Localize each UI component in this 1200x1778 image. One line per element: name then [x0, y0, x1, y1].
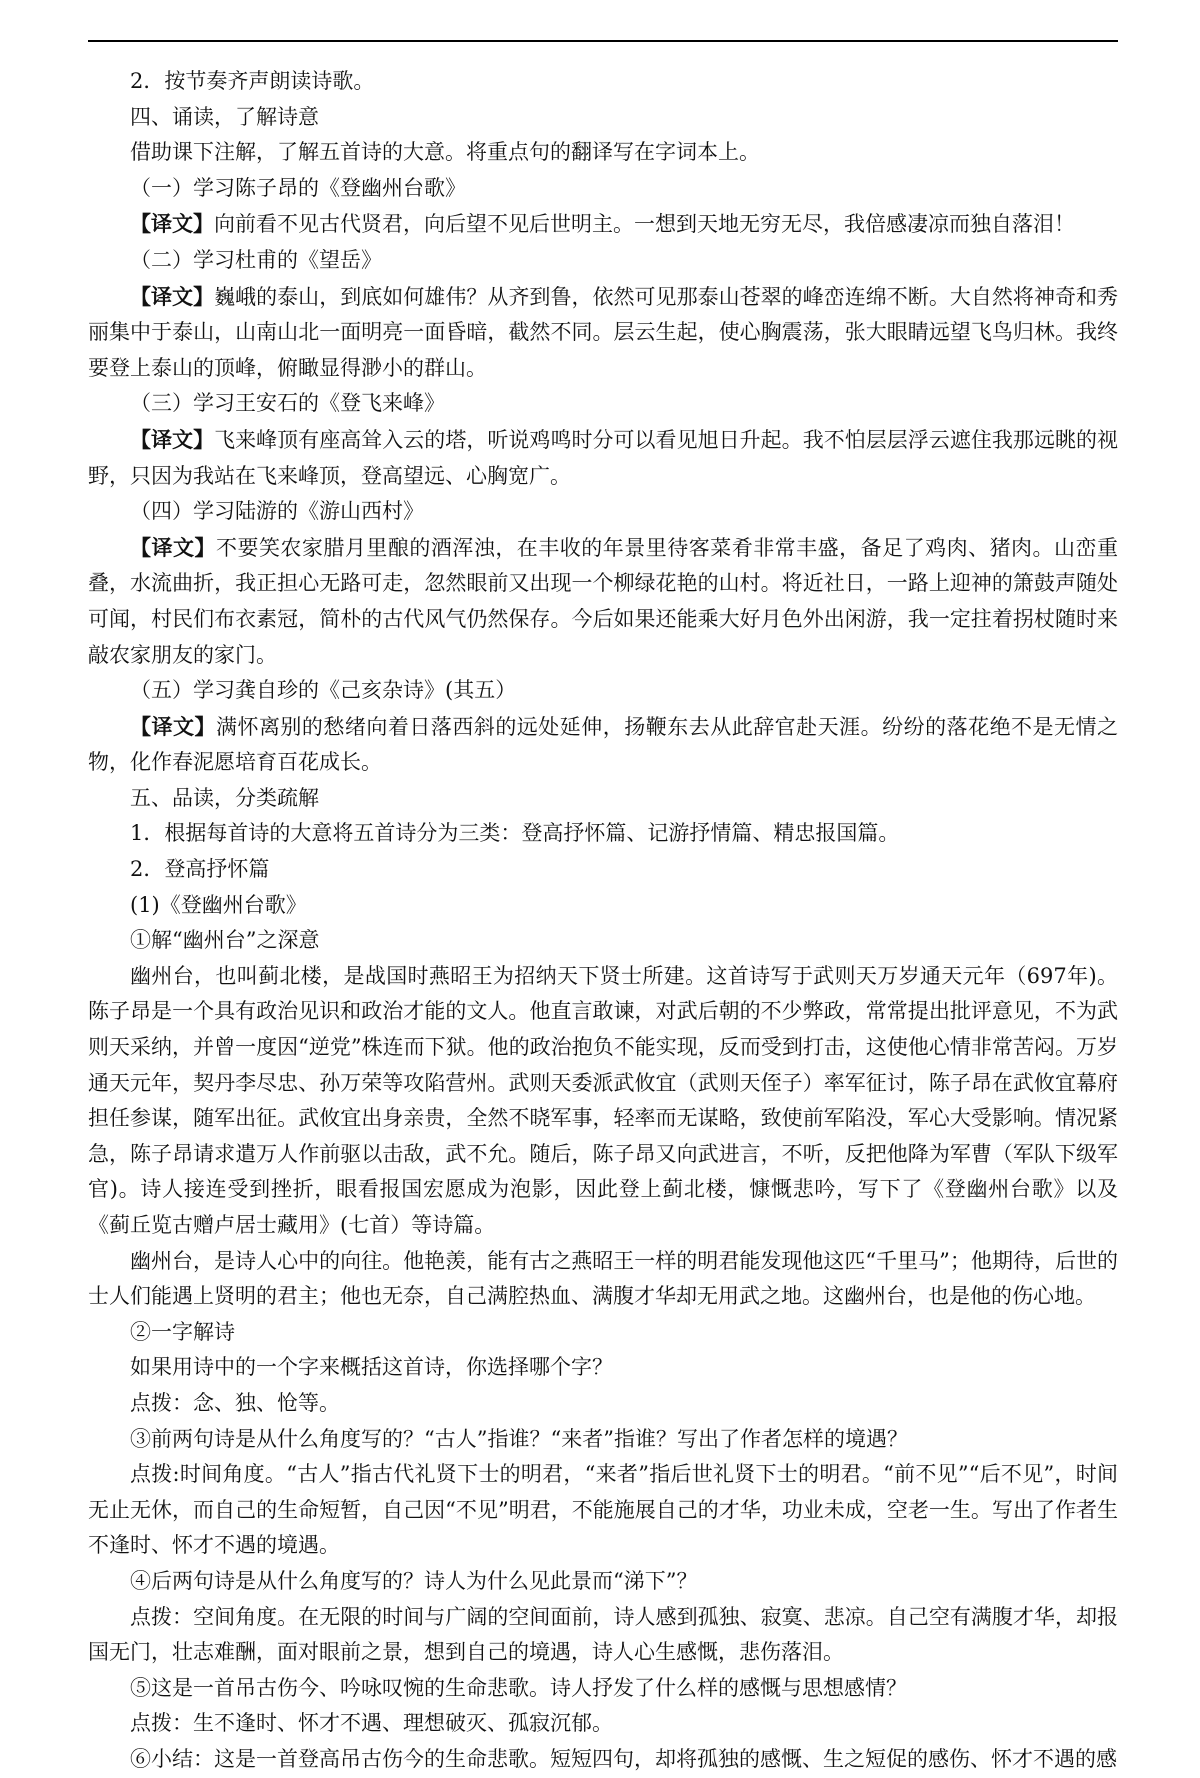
paragraph: 如果用诗中的一个字来概括这首诗，你选择哪个字？	[130, 1355, 613, 1380]
document-body	[88, 64, 1118, 1778]
section-heading: 四、诵读，了解诗意	[130, 104, 319, 129]
paragraph: 点拨：念、独、怆等。	[130, 1390, 340, 1415]
translation-tag: 【译文】	[130, 283, 215, 309]
paragraph: 点拨：生不逢时、怀才不遇、理想破灭、孤寂沉郁。	[130, 1711, 613, 1736]
paragraph: ②一字解诗	[130, 1319, 235, 1344]
translation-paragraph: 【译文】向前看不见古代贤君，向后望不见后世明主。一想到天地无穷无尽，我倍感凄凉而独自落泪！	[130, 211, 1075, 237]
paragraph: ⑥小结：这是一首登高吊古伤今的生命悲歌。短短四句，却将孤独的感慨、生之短促的感伤、怀才不遇的感	[130, 1746, 1117, 1771]
translation-paragraph: 【译文】满怀离别的愁绪向着日落西斜的远处延伸，扬鞭东去从此辞官赴天涯。纷纷的落花绝不是无情之物，化作春泥愿培育百花成长。	[88, 713, 1119, 775]
paragraph: 点拨：空间角度。在无限的时间与广阔的空间面前，诗人感到孤独、寂寞、悲凉。自己空有满腹才华，却报国无门，壮志难酬，面对眼前之景，想到自己的境遇，诗人心生感慨，悲伤落泪。	[88, 1604, 1118, 1665]
paragraph: ①解“幽州台”之深意	[130, 928, 320, 953]
translation-paragraph: 【译文】飞来峰顶有座高耸入云的塔，听说鸡鸣时分可以看见旭日升起。我不怕层层浮云遮住我那远眺的视野，只因为我站在飞来峰顶，登高望远、心胸宽广。	[88, 426, 1119, 488]
paragraph: (1)《登幽州台歌》	[130, 892, 307, 917]
paragraph: 1．根据每首诗的大意将五首诗分为三类：登高抒怀篇、记游抒情篇、精忠报国篇。	[130, 821, 900, 846]
paragraph: 借助课下注解，了解五首诗的大意。将重点句的翻译写在字词本上。	[130, 140, 760, 165]
subsection-heading: （五）学习龚自珍的《己亥杂诗》(其五）	[130, 678, 517, 703]
subsection-heading: （四）学习陆游的《游山西村》	[130, 499, 424, 524]
paragraph: 幽州台，是诗人心中的向往。他艳羡，能有古之燕昭王一样的明君能发现他这匹“千里马”；他期待，后世的士人们能遇上贤明的君主；他也无奈，自己满腔热血、满腹才华却无用武之地。这幽州台，也是他的伤心地。	[88, 1248, 1118, 1309]
translation-tag: 【译文】	[130, 211, 214, 237]
paragraph: 点拨:时间角度。“古人”指古代礼贤下士的明君，“来者”指后世礼贤下士的明君。“前不见”“后不见”，时间无止无休，而自己的生命短暂，自己因“不见”明君，不能施展自己的才华，功业未成，空老一生。写出了作者生不逢时、怀才不遇的境遇。	[88, 1462, 1118, 1558]
paragraph: 2．按节奏齐声朗读诗歌。	[130, 69, 375, 93]
paragraph: ⑤这是一首吊古伤今、吟咏叹惋的生命悲歌。诗人抒发了什么样的感慨与思想感情？	[130, 1675, 907, 1700]
paragraph: 2．登高抒怀篇	[130, 857, 270, 882]
paragraph: ③前两句诗是从什么角度写的？“古人”指谁？“来者”指谁？写出了作者怎样的境遇？	[130, 1426, 908, 1451]
paragraph: ④后两句诗是从什么角度写的？诗人为什么见此景而“涕下”？	[130, 1568, 698, 1593]
translation-tag: 【译文】	[130, 713, 216, 739]
translation-tag: 【译文】	[130, 534, 216, 560]
subsection-heading: （一）学习陈子昂的《登幽州台歌》	[130, 175, 466, 200]
translation-paragraph: 【译文】巍峨的泰山，到底如何雄伟？从齐到鲁，依然可见那泰山苍翠的峰峦连绵不断。大自然将神奇和秀丽集中于泰山，山南山北一面明亮一面昏暗，截然不同。层云生起，使心胸震荡，张大眼睛远望飞鸟归林。我终要登上泰山的顶峰，俯瞰显得渺小的群山。	[88, 283, 1119, 380]
section-heading: 五、品读，分类疏解	[130, 785, 319, 810]
translation-tag: 【译文】	[130, 426, 215, 452]
translation-paragraph: 【译文】不要笑农家腊月里酿的酒浑浊，在丰收的年景里待客菜肴非常丰盛，备足了鸡肉、猪肉。山峦重叠，水流曲折，我正担心无路可走，忽然眼前又出现一个柳绿花艳的山村。将近社日，一路上迎神的箫鼓声随处可闻，村民们布衣素冠，简朴的古代风气仍然保存。今后如果还能乘大好月色外出闲游，我一定拄着拐杖随时来敲农家朋友的家门。	[88, 534, 1119, 667]
subsection-heading: （二）学习杜甫的《望岳》	[130, 247, 382, 272]
header-rule	[88, 40, 1118, 42]
subsection-heading: （三）学习王安石的《登飞来峰》	[130, 391, 445, 416]
paragraph: 幽州台，也叫蓟北楼，是战国时燕昭王为招纳天下贤士所建。这首诗写于武则天万岁通天元年（697年)。陈子昂是一个具有政治见识和政治才能的文人。他直言敢谏，对武后朝的不少弊政，常常提出批评意见，不为武则天采纳，并曾一度因“逆党”株连而下狱。他的政治抱负不能实现，反而受到打击，这使他心情非常苦闷。万岁通天元年，契丹李尽忠、孙万荣等攻陷营州。武则天委派武攸宜（武则天侄子）率军征讨，陈子昂在武攸宜幕府担任参谋，随军出征。武攸宜出身亲贵，全然不晓军事，轻率而无谋略，致使前军陷没，军心大受影响。情况紧急，陈子昂请求遣万人作前驱以击敌，武不允。随后，陈子昂又向武进言，不听，反把他降为军曹（军队下级军官)。诗人接连受到挫折，眼看报国宏愿成为泡影，因此登上蓟北楼，慷慨悲吟，写下了《登幽州台歌》以及《蓟丘览古赠卢居士藏用》(七首）等诗篇。	[88, 963, 1118, 1237]
